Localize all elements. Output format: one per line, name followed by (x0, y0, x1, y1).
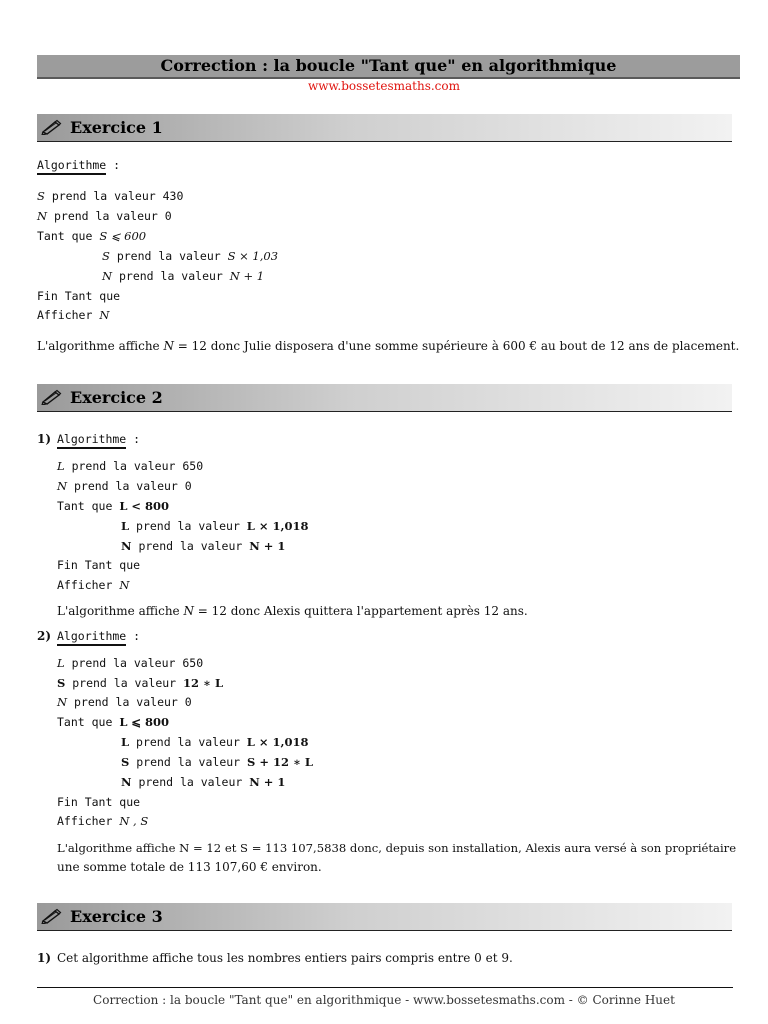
text: = 12 donc Alexis quittera l'appartement après 12 ans. (193, 604, 528, 618)
exercise-2-banner (37, 384, 732, 412)
code-text: prend la valeur (109, 249, 228, 263)
text: L'algorithme affiche (37, 339, 164, 353)
code-value: 0 (164, 209, 172, 223)
code-text: prend la valeur (131, 539, 250, 553)
code-value: S × 1,03 (227, 249, 279, 263)
code-text: prend la valeur (67, 695, 185, 709)
ex1-line-7 (37, 307, 109, 323)
question-number: 1) (37, 951, 52, 965)
ex2-q2-line-5 (121, 734, 309, 750)
code-text: prend la valeur (65, 676, 184, 690)
ex1-line-3 (37, 228, 146, 244)
ex2-q2-line-9 (57, 813, 148, 829)
text: = 12 donc Julie disposera d'une somme supérieure à 600 € au bout de 12 ans de placement. (173, 339, 740, 353)
text: L'algorithme affiche (57, 604, 184, 618)
var: N (57, 695, 68, 709)
keyword: Afficher (57, 814, 120, 828)
exercise-1-title: Exercice 1 (70, 118, 163, 137)
footer-divider (37, 987, 733, 988)
exercise-2-title: Exercice 2 (70, 388, 163, 407)
condition: S ⩽ 600 (99, 229, 147, 243)
var: L (121, 735, 130, 749)
site-link[interactable]: www.bossetesmaths.com (308, 79, 460, 93)
code-text: prend la valeur (129, 519, 247, 533)
ex2-q1-heading (37, 431, 51, 447)
question-number: 2) (37, 629, 52, 643)
exercise-3-banner (37, 903, 732, 931)
exercise-1-banner (37, 114, 732, 142)
code-value: 12 ∗ L (183, 676, 224, 690)
ex1-conclusion (37, 338, 739, 354)
keyword: Afficher (57, 578, 120, 592)
question-number: 1) (37, 432, 52, 446)
ex2-q2-line-8: Fin Tant que (57, 795, 141, 809)
page-footer: Correction : la boucle "Tant que" en algorithmique - www.bossetesmaths.com - © Corinne Huet (93, 993, 675, 1007)
ex3-q1-text: Cet algorithme affiche tous les nombres entiers pairs compris entre 0 et 9. (57, 951, 513, 965)
algo-label: Algorithme (57, 432, 126, 449)
code-value: S + 12 ∗ L (247, 755, 314, 769)
math: N (163, 339, 174, 353)
ex1-line-4 (102, 248, 278, 264)
ex2-q2-conclusion-line-1: L'algorithme affiche N = 12 et S = 113 107,5838 donc, depuis son installation, Alexis aura versé à son propriétaire (57, 841, 737, 855)
var: S (102, 249, 110, 263)
keyword: Afficher (37, 308, 100, 322)
var: L (57, 459, 65, 473)
ex1-line-1 (37, 188, 183, 204)
code-text: prend la valeur (64, 656, 183, 670)
exercise-3-title: Exercice 3 (70, 907, 163, 926)
code-text: prend la valeur (47, 209, 165, 223)
code-value: 0 (184, 479, 192, 493)
ex2-q2-line-4 (57, 714, 169, 730)
code-text: prend la valeur (131, 775, 250, 789)
var: L (57, 656, 65, 670)
condition: L < 800 (119, 499, 170, 513)
ex1-algo-colon: : (106, 158, 121, 172)
code-text: prend la valeur (112, 269, 230, 283)
ex2-q2-line-1 (57, 655, 203, 671)
ex2-q1-line-3 (57, 498, 169, 514)
ex2-q2-heading (37, 628, 51, 644)
code-value: L × 1,018 (246, 519, 309, 533)
math: N (183, 604, 194, 618)
ex2-q2-line-7 (121, 774, 285, 790)
pencil-icon (41, 119, 63, 135)
ex1-line-2 (37, 208, 172, 224)
algo-label: Algorithme (57, 629, 126, 646)
ex1-algo-heading (37, 157, 120, 173)
code-text: prend la valeur (129, 735, 247, 749)
ex1-line-6: Fin Tant que (37, 289, 121, 303)
var: N (37, 209, 48, 223)
var: N (119, 578, 130, 592)
ex2-q1-line-5 (121, 538, 285, 554)
var: N (57, 479, 68, 493)
var: N , S (119, 814, 149, 828)
ex2-q2-conclusion-line-2: une somme totale de 113 107,60 € environ. (57, 860, 322, 874)
var: N (102, 269, 113, 283)
pencil-icon (41, 908, 63, 924)
ex2-q2-line-3 (57, 694, 192, 710)
ex2-q1-algo-heading (57, 431, 140, 447)
ex2-q2-line-6 (121, 754, 313, 770)
code-value: 650 (182, 459, 204, 473)
ex2-q1-conclusion (57, 603, 528, 619)
page-title: Correction : la boucle "Tant que" en algorithmique (37, 55, 740, 79)
code-value: N + 1 (229, 269, 265, 283)
ex1-line-5 (102, 268, 264, 284)
ex2-q1-line-1 (57, 458, 203, 474)
ex2-q1-line-7 (57, 577, 129, 593)
var: S (121, 755, 130, 769)
code-value: 650 (182, 656, 204, 670)
ex2-q1-line-4 (121, 518, 309, 534)
var: N (99, 308, 110, 322)
ex1-algo-label: Algorithme (37, 158, 106, 175)
ex2-q1-line-6: Fin Tant que (57, 558, 141, 572)
var: S (37, 189, 45, 203)
code-text: prend la valeur (129, 755, 248, 769)
keyword: Tant que (57, 715, 120, 729)
var: S (57, 676, 66, 690)
code-text: prend la valeur (67, 479, 185, 493)
var: N (121, 775, 132, 789)
code-value: L × 1,018 (246, 735, 309, 749)
code-value: N + 1 (249, 539, 286, 553)
ex2-q2-algo-heading (57, 628, 140, 644)
code-value: N + 1 (249, 775, 286, 789)
ex2-q2-line-2 (57, 675, 223, 691)
condition: L ⩽ 800 (119, 715, 170, 729)
code-text: prend la valeur (44, 189, 163, 203)
keyword: Tant que (37, 229, 100, 243)
code-value: 430 (162, 189, 184, 203)
ex2-q1-line-2 (57, 478, 192, 494)
var: N (121, 539, 132, 553)
code-text: prend la valeur (64, 459, 183, 473)
algo-colon: : (126, 432, 141, 446)
algo-colon: : (126, 629, 141, 643)
code-value: 0 (184, 695, 192, 709)
keyword: Tant que (57, 499, 120, 513)
var: L (121, 519, 130, 533)
pencil-icon (41, 389, 63, 405)
ex3-q1 (37, 950, 51, 966)
